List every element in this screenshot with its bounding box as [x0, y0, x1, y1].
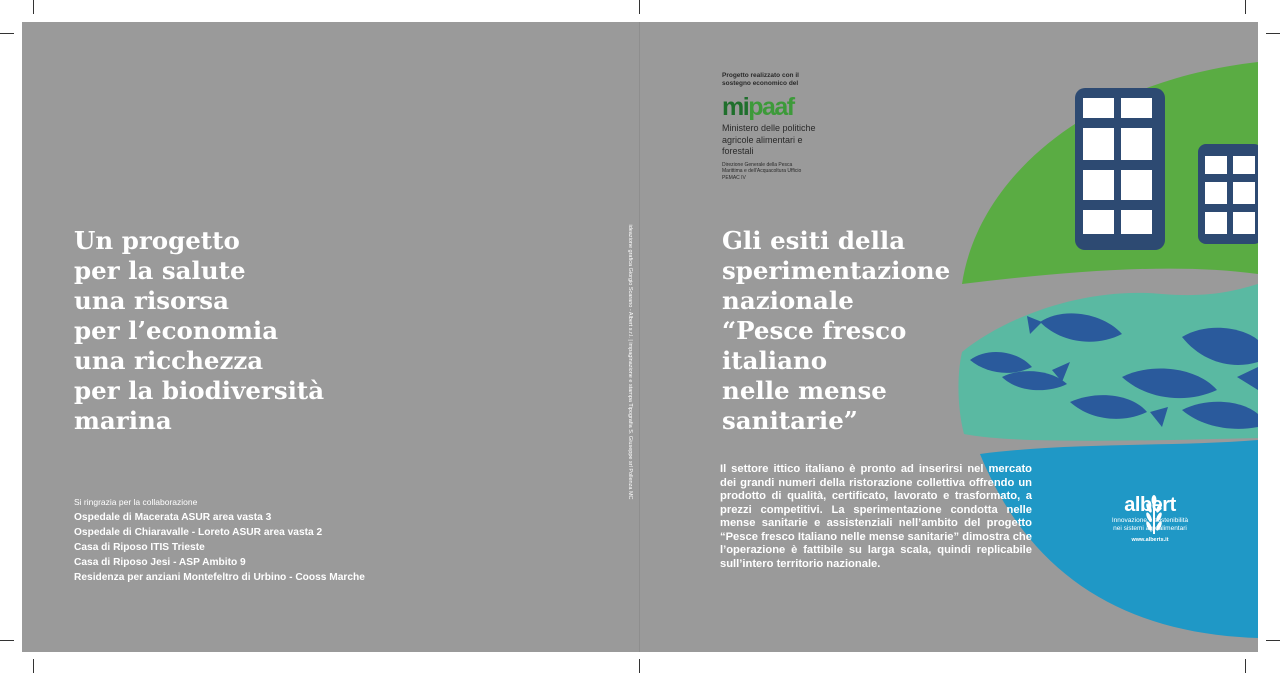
crop-mark — [33, 659, 34, 673]
front-title-line: sanitarie” — [722, 406, 858, 435]
front-cover-title — [722, 226, 950, 436]
spine-credits: ideazione grafica Giorgio Scarano - Albert s.r.l. | impaginazione e stampa Tipografia S. Giuseppe srl Pollenza MC — [627, 224, 633, 500]
front-title-line: nazionale — [722, 286, 854, 315]
acknowledgements — [74, 497, 365, 585]
back-title-line: una risorsa — [74, 286, 229, 315]
sponsor-support-text: Progetto realizzato con il sostegno economico del — [722, 72, 799, 87]
albert-name: albert — [1124, 494, 1176, 516]
albert-website: www.alberts.it — [1131, 537, 1169, 543]
back-title-line: Un progetto — [74, 226, 240, 255]
ministry-direction: Direzione Generale della Pesca Marittima e dell'Acquacoltura Ufficio PEMAC IV — [722, 161, 802, 181]
crop-mark — [1245, 659, 1246, 673]
acknowledgement-item: Casa di Riposo ITIS Trieste — [74, 542, 205, 553]
back-cover-title — [74, 226, 414, 436]
crop-mark — [1266, 640, 1280, 641]
crop-mark — [639, 659, 640, 673]
acknowledgement-item: Ospedale di Chiaravalle - Loreto ASUR area vasta 2 — [74, 527, 323, 538]
sponsor-block — [722, 72, 822, 181]
front-title-line: Gli esiti della — [722, 226, 906, 255]
front-title-line: sperimentazione — [722, 256, 951, 285]
acknowledgement-item: Residenza per anziani Montefeltro di Urbino - Cooss Marche — [74, 572, 365, 583]
acknowledgement-item: Casa di Riposo Jesi - ASP Ambito 9 — [74, 557, 246, 568]
albert-logo — [1090, 492, 1210, 543]
front-title-line: “Pesce fresco — [722, 316, 907, 345]
mipaaf-logo-part: paaf — [748, 93, 794, 121]
crop-mark — [0, 640, 14, 641]
crop-mark — [1245, 0, 1246, 14]
crop-mark — [639, 0, 640, 14]
acknowledgement-item: Ospedale di Macerata ASUR area vasta 3 — [74, 512, 272, 523]
crop-mark — [0, 33, 14, 34]
back-title-line: per la salute — [74, 256, 246, 285]
albert-tagline: nei sistemi agroalimentari — [1113, 525, 1187, 532]
crop-mark — [33, 0, 34, 14]
front-cover-summary: Il settore ittico italiano è pronto ad inserirsi nel mercato dei grandi numeri della ristorazione collettiva offrendo un prodotto di qualità, certificato, lavorato e trasformato, a prezzi competitivi. La sperimentazione condotta nelle mense sanitarie e assistenziali nell’ambito del progetto “Pesce fresco Italiano nelle mense sanitarie” dimostra che l’operazione è fattibile su larga scala, quindi replicabile sull’intero territorio nazionale. — [720, 463, 1032, 570]
mipaaf-logo-part: mi — [722, 93, 749, 121]
back-title-line: per l’economia — [74, 316, 279, 345]
albert-tagline: Innovazione e sostenibilità — [1111, 517, 1189, 524]
front-title-line: italiano — [722, 346, 828, 375]
crop-mark — [1266, 33, 1280, 34]
mipaaf-logo — [722, 94, 822, 120]
ministry-name: Ministero delle politiche agricole alimentari e forestali — [722, 123, 816, 156]
acknowledgements-lead: Si ringrazia per la collaborazione — [74, 497, 198, 507]
back-title-line: una ricchezza — [74, 346, 264, 375]
cover-spread — [22, 22, 1258, 652]
back-title-line: marina — [74, 406, 172, 435]
front-title-line: nelle mense — [722, 376, 887, 405]
spine-fold — [639, 22, 640, 652]
back-title-line: per la biodiversità — [74, 376, 325, 405]
